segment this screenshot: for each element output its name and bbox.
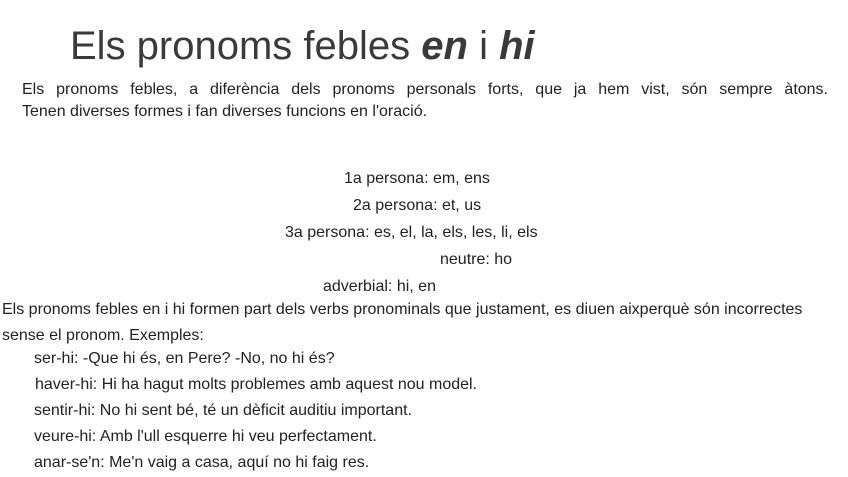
example-veure-hi: veure-hi: Amb l'ull esquerre hi veu perfectament.: [34, 428, 377, 445]
title-word-hi: hi: [499, 24, 535, 68]
person-second: 2a persona: et, us: [353, 197, 482, 214]
intro-line-1: Els pronoms febles, a diferència dels pronoms personals forts, que ja hem vist, són sempre àtons.: [22, 81, 828, 98]
intro-paragraph: [22, 79, 828, 123]
example-sentir-hi: sentir-hi: No hi sent bé, té un dèficit auditiu important.: [34, 402, 412, 419]
pronominal-verbs-paragraph: Els pronoms febles en i hi formen part dels verbs pronominals que justament, es diuen aixperquè són incorrectes sense el pronom. Exemples:: [2, 301, 803, 344]
person-neutral: neutre: ho: [440, 251, 513, 268]
page-title: [70, 22, 535, 70]
example-haver-hi: haver-hi: Hi ha hagut molts problemes amb aquest nou model.: [35, 376, 478, 393]
title-middle: i: [467, 24, 500, 68]
intro-line-2: Tenen diverses formes i fan diverses funcions en l'oració.: [22, 103, 428, 120]
title-word-en: en: [421, 24, 468, 68]
person-third: 3a persona: es, el, la, els, les, li, els: [285, 224, 538, 241]
title-prefix: Els pronoms febles: [70, 24, 422, 68]
example-ser-hi: ser-hi: -Que hi és, en Pere? -No, no hi és?: [34, 350, 335, 367]
person-adverbial: adverbial: hi, en: [323, 278, 436, 295]
person-first: 1a persona: em, ens: [344, 170, 490, 187]
example-anar-sen: anar-se'n: Me'n vaig a casa, aquí no hi faig res.: [34, 454, 370, 471]
